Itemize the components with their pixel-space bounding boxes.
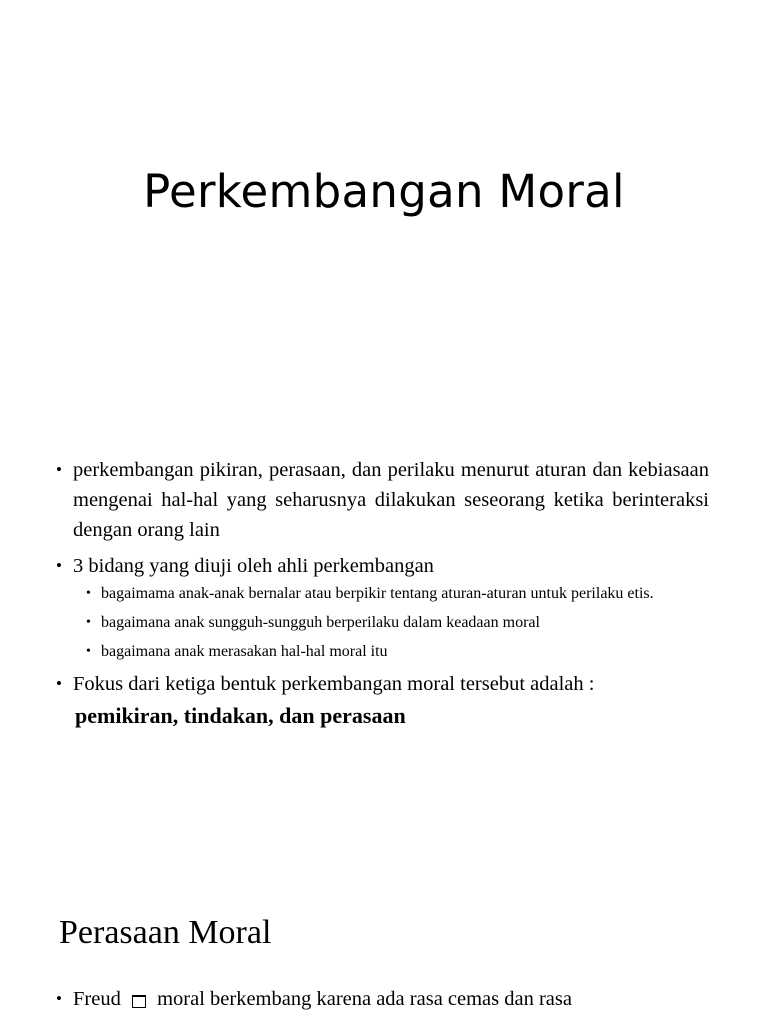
sub-bullet-text: bagaimana anak sungguh-sungguh berperilaku dalam keadaan moral <box>101 614 540 631</box>
bullet-dot-icon: • <box>56 460 62 479</box>
sub-bullet-text: bagaimama anak-anak bernalar atau berpikir tentang aturan-aturan untuk perilaku etis. <box>101 585 654 602</box>
sub-bullet-text: bagaimana anak merasakan hal-hal moral itu <box>101 643 388 660</box>
slide-title: Perasaan Moral <box>59 914 272 951</box>
bullet-lead: Freud <box>73 988 121 1010</box>
bullet-list <box>56 455 709 738</box>
bullet-item <box>56 984 709 1014</box>
bullet-text: moral berkembang karena ada rasa cemas dan rasa <box>157 988 572 1010</box>
emphasis-text: pemikiran, tindakan, dan perasaan <box>75 703 406 728</box>
sub-bullet-item <box>86 581 709 606</box>
bullet-list <box>56 984 709 1020</box>
bullet-text: 3 bidang yang diuji oleh ahli perkembangan <box>73 555 434 577</box>
sub-bullet-item <box>86 610 709 635</box>
bullet-text: perkembangan pikiran, perasaan, dan perilaku menurut aturan dan kebiasaan mengenai hal-hal yang seharusnya dilakukan seseorang ketika berinteraksi dengan orang lain <box>73 459 709 541</box>
bullet-dot-icon: • <box>56 989 62 1008</box>
bullet-text: Fokus dari ketiga bentuk perkembangan moral tersebut adalah : <box>73 673 595 695</box>
bullet-item <box>56 669 709 732</box>
bullet-dot-icon: • <box>86 644 91 659</box>
bullet-item <box>56 455 709 545</box>
slide-title: Perkembangan Moral <box>143 165 625 218</box>
bullet-dot-icon: • <box>86 615 91 630</box>
bullet-dot-icon: • <box>56 674 62 693</box>
arrow-icon <box>132 995 146 1008</box>
sub-bullet-list <box>56 581 709 664</box>
sub-bullet-item <box>86 639 709 664</box>
bullet-dot-icon: • <box>56 556 62 575</box>
bullet-dot-icon: • <box>86 586 91 601</box>
slide-perasaan-moral <box>0 880 768 1024</box>
bullet-item <box>56 551 709 581</box>
